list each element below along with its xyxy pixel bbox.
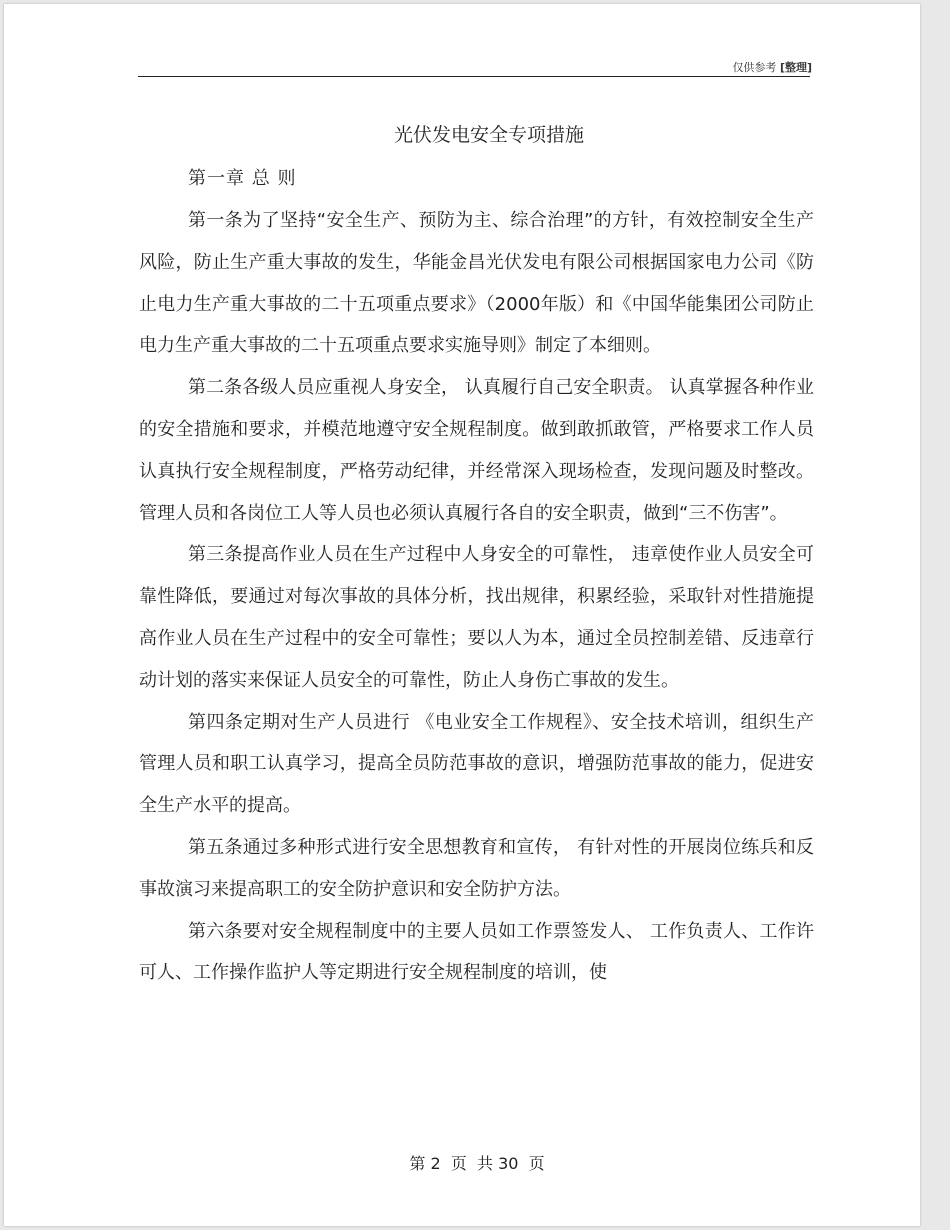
document-page: [4, 4, 920, 1226]
paragraph-article-6: 第六条要对安全规程制度中的主要人员如工作票签发人、 工作负责人、工作许可人、工作操作监护人等定期进行安全规程制度的培训，使: [139, 920, 814, 984]
document-body: [139, 200, 814, 994]
page-number-footer: 第 2 页 共 30 页: [409, 1154, 545, 1173]
header-note-text: 仅供参考: [732, 61, 777, 74]
paragraph-article-5: 第五条通过多种形式进行安全思想教育和宣传， 有针对性的开展岗位练兵和反事故演习来提高职工的安全防护意识和安全防护方法。: [139, 836, 814, 900]
header-note-tag: [整理]: [779, 61, 812, 74]
chapter-heading: 第一章 总 则: [188, 168, 297, 189]
paragraph-article-1: 第一条为了坚持“安全生产、预防为主、综合治理”的方针，有效控制安全生产风险，防止生产重大事故的发生，华能金昌光伏发电有限公司根据国家电力公司《防止电力生产重大事故的二十五项重点要求》（2000年版）和《中国华能集团公司防止电力生产重大事故的二十五项重点要求实施导则》制定了本细则。: [139, 210, 814, 357]
paragraph-article-2: 第二条各级人员应重视人身安全， 认真履行自己安全职责。 认真掌握各种作业的安全措施和要求，并模范地遵守安全规程制度。做到敢抓敢管，严格要求工作人员认真执行安全规程制度，严格劳动纪律，并经常深入现场检查，发现问题及时整改。管理人员和各岗位工人等人员也必须认真履行各自的安全职责，做到“三不伤害”。: [139, 377, 814, 524]
header-note: [732, 59, 812, 75]
header-divider: [138, 76, 810, 77]
paragraph-article-4: 第四条定期对生产人员进行 《电业安全工作规程》、安全技术培训，组织生产管理人员和职工认真学习，提高全员防范事故的意识，增强防范事故的能力，促进安全生产水平的提高。: [139, 711, 814, 817]
paragraph-article-3: 第三条提高作业人员在生产过程中人身安全的可靠性， 违章使作业人员安全可靠性降低，要通过对每次事故的具体分析，找出规律，积累经验，采取针对性措施提高作业人员在生产过程中的安全可靠性；要以人为本，通过全员控制差错、反违章行动计划的落实来保证人员安全的可靠性，防止人身伤亡事故的发生。: [139, 544, 814, 691]
document-title: 光伏发电安全专项措施: [393, 124, 584, 146]
